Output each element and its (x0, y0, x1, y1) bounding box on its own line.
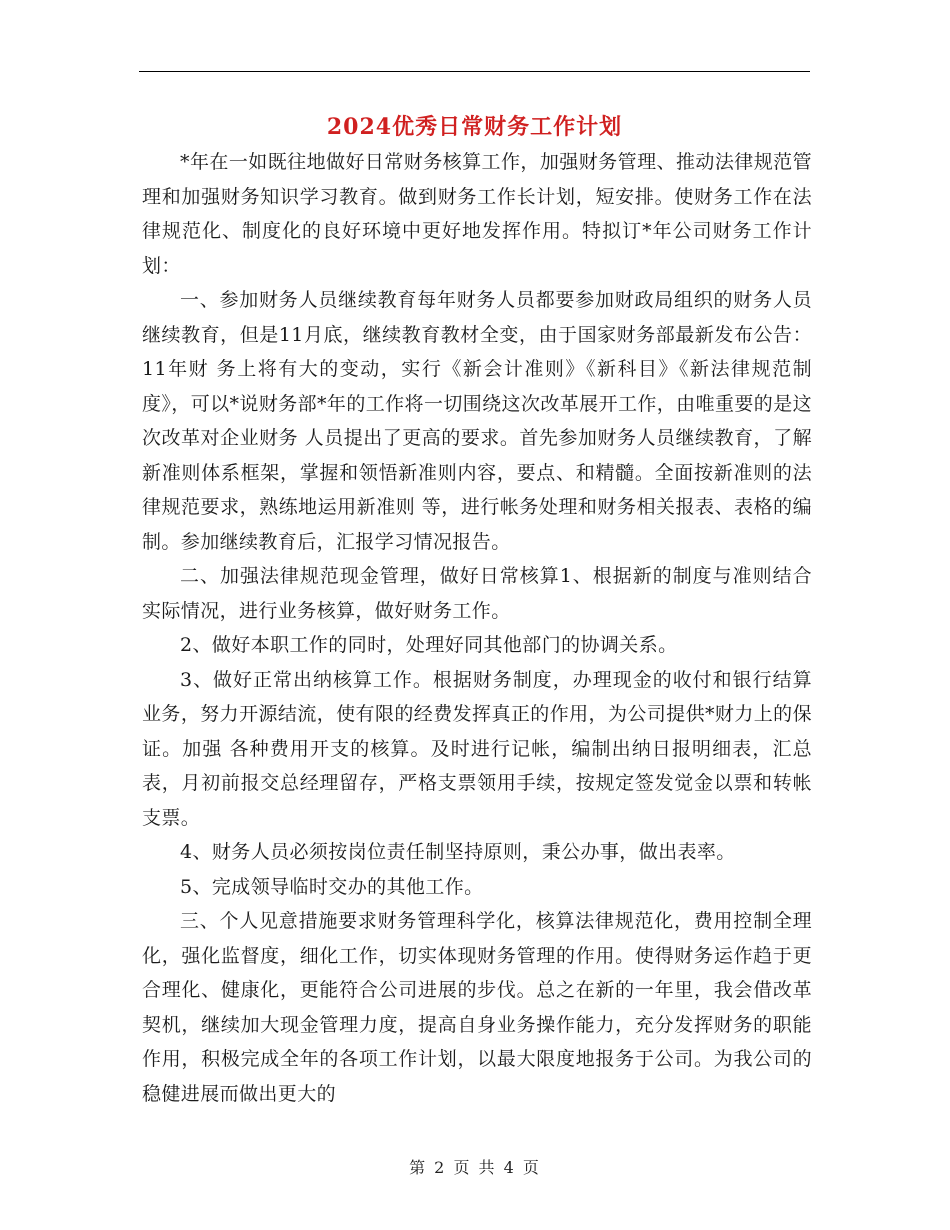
header-rule (139, 71, 810, 72)
page-number: 第 2 页 共 4 页 (409, 1158, 541, 1177)
paragraph-item-3: 3、做好正常出纳核算工作。根据财务制度，办理现金的收付和银行结算业务，努力开源结流，使有限的经费发挥真正的作用，为公司提供*财力上的保证。加强 各种费用开支的核算。及时进行记帐，编制出纳日报明细表，汇总表，月初前报交总经理留存，严格支票领用手续，按规定签发觉金以票和转帐支票。 (142, 668, 812, 829)
document-title: 2024优秀日常财务工作计划 (326, 114, 623, 140)
paragraph-section-3: 三、个人见意措施要求财务管理科学化，核算法律规范化，费用控制全理化，强化监督度，细化工作，切实体现财务管理的作用。使得财务运作趋于更合理化、健康化，更能符合公司进展的步伐。总之在新的一年里，我会借改革契机，继续加大现金管理力度，提高自身业务操作能力，充分发挥财务的职能作用，积极完成全年的各项工作计划，以最大限度地报务于公司。为我公司的稳健进展而做出更大的 (142, 910, 812, 1105)
paragraph-section-2: 二、加强法律规范现金管理，做好日常核算1、根据新的制度与准则结合实际情况，进行业务核算，做好财务工作。 (142, 565, 812, 622)
paragraph-item-4: 4、财务人员必须按岗位责任制坚持原则，秉公办事，做出表率。 (180, 841, 736, 863)
paragraph-section-1: 一、参加财务人员继续教育每年财务人员都要参加财政局组织的财务人员继续教育，但是11月底，继续教育教材全变，由于国家财务部最新发布公告：11年财 务上将有大的变动，实行《新会计准则》《新科目》《新法律规范制度》，可以*说财务部*年的工作将一切围绕这次改革展开工作，由唯重要的是这次改革对企业财务 人员提出了更高的要求。首先参加财务人员继续教育，了解新准则体系框架，掌握和领悟新准则内容，要点、和精髓。全面按新准则的法律规范要求，熟练地运用新准则 等，进行帐务处理和财务相关报表、表格的编制。参加继续教育后，汇报学习情况报告。 (142, 289, 812, 553)
paragraph-item-2: 2、做好本职工作的同时，处理好同其他部门的协调关系。 (180, 634, 678, 656)
paragraph-intro: *年在一如既往地做好日常财务核算工作，加强财务管理、推动法律规范管理和加强财务知识学习教育。做到财务工作长计划，短安排。使财务工作在法律规范化、制度化的良好环境中更好地发挥作用。特拟订*年公司财务工作计划： (142, 151, 812, 277)
document-body (142, 145, 812, 1111)
paragraph-item-5: 5、完成领导临时交办的其他工作。 (180, 875, 484, 898)
